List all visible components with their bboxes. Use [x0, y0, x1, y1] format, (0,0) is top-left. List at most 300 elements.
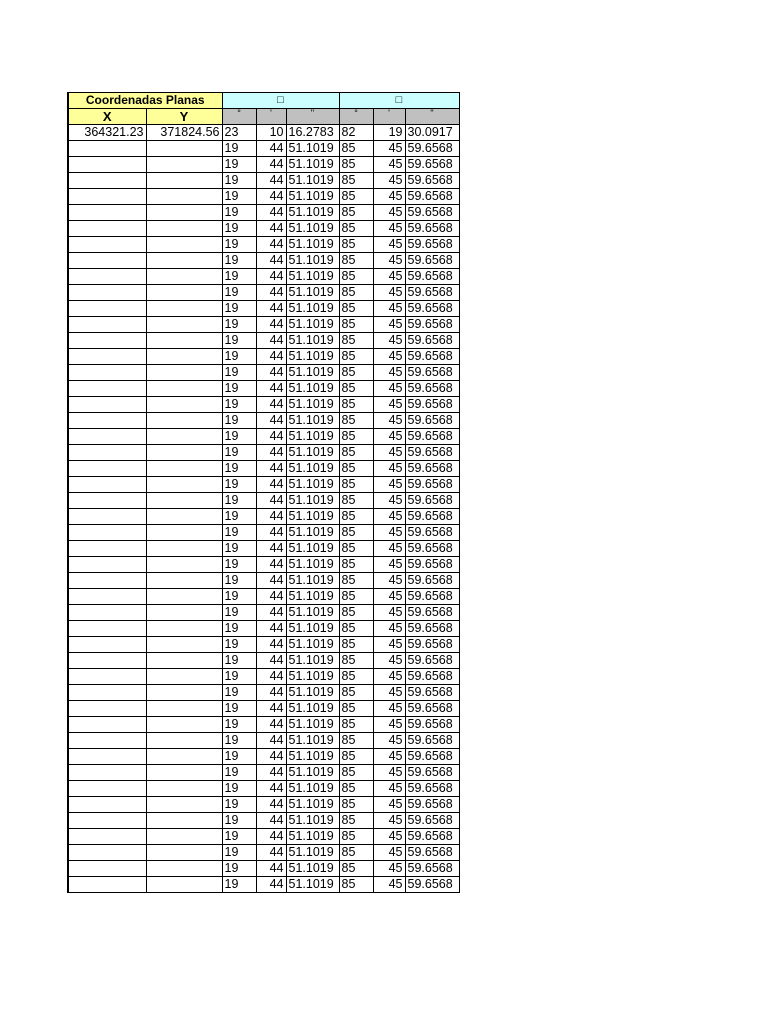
- lon-seconds-cell[interactable]: 59.6568: [405, 509, 459, 525]
- y-cell[interactable]: [146, 189, 222, 205]
- lat-degrees-cell[interactable]: 19: [222, 509, 256, 525]
- lon-seconds-cell[interactable]: 59.6568: [405, 845, 459, 861]
- lat-minutes-cell[interactable]: 44: [256, 493, 286, 509]
- x-cell[interactable]: [68, 637, 146, 653]
- lat-minutes-cell[interactable]: 44: [256, 445, 286, 461]
- x-cell[interactable]: [68, 461, 146, 477]
- lon-minutes-cell[interactable]: 45: [373, 509, 405, 525]
- lon-minutes-cell[interactable]: 45: [373, 781, 405, 797]
- lat-seconds-cell[interactable]: 51.1019: [286, 845, 339, 861]
- y-cell[interactable]: [146, 461, 222, 477]
- lat-seconds-cell[interactable]: 51.1019: [286, 685, 339, 701]
- lat-degrees-cell[interactable]: 19: [222, 269, 256, 285]
- x-cell[interactable]: [68, 269, 146, 285]
- lon-degrees-cell[interactable]: 85: [339, 429, 373, 445]
- lat-minutes-cell[interactable]: 44: [256, 189, 286, 205]
- lat-minutes-cell[interactable]: 44: [256, 701, 286, 717]
- lat-minutes-cell[interactable]: 44: [256, 813, 286, 829]
- lat-minutes-cell[interactable]: 44: [256, 861, 286, 877]
- y-cell[interactable]: [146, 221, 222, 237]
- x-cell[interactable]: [68, 301, 146, 317]
- lon-seconds-cell[interactable]: 59.6568: [405, 733, 459, 749]
- lat-degrees-cell[interactable]: 19: [222, 733, 256, 749]
- lat-degrees-cell[interactable]: 19: [222, 765, 256, 781]
- lon-degrees-cell[interactable]: 85: [339, 333, 373, 349]
- lat-degrees-cell[interactable]: 19: [222, 397, 256, 413]
- lon-seconds-cell[interactable]: 59.6568: [405, 461, 459, 477]
- lat-seconds-cell[interactable]: 51.1019: [286, 877, 339, 893]
- lat-minutes-cell[interactable]: 44: [256, 877, 286, 893]
- lat-degrees-cell[interactable]: 19: [222, 845, 256, 861]
- lon-degrees-cell[interactable]: 85: [339, 797, 373, 813]
- lon-seconds-cell[interactable]: 59.6568: [405, 413, 459, 429]
- x-cell[interactable]: [68, 509, 146, 525]
- x-cell[interactable]: [68, 141, 146, 157]
- lon-seconds-cell[interactable]: 59.6568: [405, 173, 459, 189]
- lat-seconds-cell[interactable]: 51.1019: [286, 269, 339, 285]
- lon-seconds-cell[interactable]: 59.6568: [405, 637, 459, 653]
- y-cell[interactable]: [146, 605, 222, 621]
- lat-seconds-cell[interactable]: 51.1019: [286, 461, 339, 477]
- lon-degrees-cell[interactable]: 85: [339, 237, 373, 253]
- lon-seconds-cell[interactable]: 59.6568: [405, 429, 459, 445]
- lat-seconds-cell[interactable]: 51.1019: [286, 333, 339, 349]
- lat-seconds-cell[interactable]: 51.1019: [286, 605, 339, 621]
- lat-degrees-cell[interactable]: 19: [222, 141, 256, 157]
- y-cell[interactable]: [146, 397, 222, 413]
- y-cell[interactable]: [146, 253, 222, 269]
- x-cell[interactable]: [68, 173, 146, 189]
- y-cell[interactable]: [146, 509, 222, 525]
- lon-degrees-cell[interactable]: 85: [339, 733, 373, 749]
- y-cell[interactable]: [146, 157, 222, 173]
- lon-minutes-cell[interactable]: 45: [373, 461, 405, 477]
- lon-minutes-cell[interactable]: 45: [373, 717, 405, 733]
- lon-minutes-cell[interactable]: 45: [373, 285, 405, 301]
- lat-seconds-cell[interactable]: 51.1019: [286, 317, 339, 333]
- lon-minutes-cell[interactable]: 45: [373, 845, 405, 861]
- lat-degrees-cell[interactable]: 19: [222, 669, 256, 685]
- x-cell[interactable]: [68, 653, 146, 669]
- y-cell[interactable]: [146, 685, 222, 701]
- lat-minutes-cell[interactable]: 44: [256, 141, 286, 157]
- lon-degrees-cell[interactable]: 85: [339, 669, 373, 685]
- lon-degrees-cell[interactable]: 85: [339, 829, 373, 845]
- x-cell[interactable]: [68, 541, 146, 557]
- lat-seconds-cell[interactable]: 51.1019: [286, 573, 339, 589]
- y-cell[interactable]: 371824.56: [146, 125, 222, 141]
- lon-seconds-cell[interactable]: 30.0917: [405, 125, 459, 141]
- y-cell[interactable]: [146, 381, 222, 397]
- lon-degrees-cell[interactable]: 85: [339, 173, 373, 189]
- x-cell[interactable]: [68, 429, 146, 445]
- y-cell[interactable]: [146, 493, 222, 509]
- lon-seconds-cell[interactable]: 59.6568: [405, 669, 459, 685]
- lon-minutes-cell[interactable]: 45: [373, 477, 405, 493]
- lat-seconds-cell[interactable]: 51.1019: [286, 781, 339, 797]
- lon-seconds-cell[interactable]: 59.6568: [405, 301, 459, 317]
- lon-degrees-cell[interactable]: 85: [339, 269, 373, 285]
- lon-minutes-cell[interactable]: 45: [373, 269, 405, 285]
- lon-minutes-cell[interactable]: 45: [373, 701, 405, 717]
- x-cell[interactable]: [68, 445, 146, 461]
- lat-minutes-cell[interactable]: 44: [256, 333, 286, 349]
- lon-minutes-cell[interactable]: 45: [373, 685, 405, 701]
- lat-minutes-cell[interactable]: 44: [256, 237, 286, 253]
- lat-degrees-cell[interactable]: 19: [222, 333, 256, 349]
- x-cell[interactable]: [68, 381, 146, 397]
- lat-degrees-cell[interactable]: 19: [222, 445, 256, 461]
- lat-seconds-cell[interactable]: 51.1019: [286, 797, 339, 813]
- lon-degrees-cell[interactable]: 85: [339, 253, 373, 269]
- lat-degrees-cell[interactable]: 19: [222, 685, 256, 701]
- lon-minutes-cell[interactable]: 45: [373, 813, 405, 829]
- y-cell[interactable]: [146, 717, 222, 733]
- lon-seconds-cell[interactable]: 59.6568: [405, 445, 459, 461]
- lat-seconds-cell[interactable]: 51.1019: [286, 669, 339, 685]
- lat-seconds-cell[interactable]: 51.1019: [286, 557, 339, 573]
- lon-degrees-cell[interactable]: 85: [339, 637, 373, 653]
- lon-minutes-cell[interactable]: 45: [373, 749, 405, 765]
- lat-seconds-cell[interactable]: 51.1019: [286, 701, 339, 717]
- lat-degrees-cell[interactable]: 19: [222, 813, 256, 829]
- lat-degrees-cell[interactable]: 19: [222, 381, 256, 397]
- lon-minutes-cell[interactable]: 45: [373, 317, 405, 333]
- lon-degrees-cell[interactable]: 85: [339, 749, 373, 765]
- y-cell[interactable]: [146, 269, 222, 285]
- y-cell[interactable]: [146, 477, 222, 493]
- lon-degrees-cell[interactable]: 85: [339, 365, 373, 381]
- lat-degrees-cell[interactable]: 19: [222, 205, 256, 221]
- lat-seconds-cell[interactable]: 51.1019: [286, 765, 339, 781]
- lat-minutes-cell[interactable]: 44: [256, 749, 286, 765]
- x-cell[interactable]: [68, 157, 146, 173]
- lon-degrees-cell[interactable]: 85: [339, 301, 373, 317]
- lon-seconds-cell[interactable]: 59.6568: [405, 285, 459, 301]
- lat-minutes-cell[interactable]: 10: [256, 125, 286, 141]
- lon-minutes-cell[interactable]: 45: [373, 669, 405, 685]
- lon-seconds-cell[interactable]: 59.6568: [405, 381, 459, 397]
- x-cell[interactable]: [68, 237, 146, 253]
- y-cell[interactable]: [146, 285, 222, 301]
- y-cell[interactable]: [146, 413, 222, 429]
- lon-minutes-cell[interactable]: 45: [373, 445, 405, 461]
- lat-minutes-cell[interactable]: 44: [256, 797, 286, 813]
- y-cell[interactable]: [146, 765, 222, 781]
- lat-degrees-cell[interactable]: 19: [222, 189, 256, 205]
- lon-degrees-cell[interactable]: 85: [339, 205, 373, 221]
- lon-seconds-cell[interactable]: 59.6568: [405, 333, 459, 349]
- y-cell[interactable]: [146, 701, 222, 717]
- lon-seconds-cell[interactable]: 59.6568: [405, 477, 459, 493]
- y-cell[interactable]: [146, 445, 222, 461]
- lat-minutes-cell[interactable]: 44: [256, 301, 286, 317]
- lon-degrees-cell[interactable]: 85: [339, 845, 373, 861]
- lat-minutes-cell[interactable]: 44: [256, 429, 286, 445]
- lon-seconds-cell[interactable]: 59.6568: [405, 189, 459, 205]
- lat-minutes-cell[interactable]: 44: [256, 781, 286, 797]
- lon-degrees-cell[interactable]: 85: [339, 573, 373, 589]
- lon-minutes-cell[interactable]: 19: [373, 125, 405, 141]
- lat-seconds-cell[interactable]: 51.1019: [286, 477, 339, 493]
- lat-seconds-cell[interactable]: 51.1019: [286, 429, 339, 445]
- x-cell[interactable]: [68, 797, 146, 813]
- lat-minutes-cell[interactable]: 44: [256, 173, 286, 189]
- x-cell[interactable]: [68, 845, 146, 861]
- lon-seconds-cell[interactable]: 59.6568: [405, 269, 459, 285]
- lat-seconds-cell[interactable]: 51.1019: [286, 749, 339, 765]
- lat-degrees-cell[interactable]: 19: [222, 637, 256, 653]
- lon-degrees-cell[interactable]: 85: [339, 157, 373, 173]
- lat-degrees-cell[interactable]: 19: [222, 413, 256, 429]
- lon-degrees-cell[interactable]: 85: [339, 653, 373, 669]
- lon-seconds-cell[interactable]: 59.6568: [405, 141, 459, 157]
- lat-degrees-cell[interactable]: 19: [222, 861, 256, 877]
- lat-minutes-cell[interactable]: 44: [256, 381, 286, 397]
- lon-seconds-cell[interactable]: 59.6568: [405, 541, 459, 557]
- y-cell[interactable]: [146, 317, 222, 333]
- lon-seconds-cell[interactable]: 59.6568: [405, 349, 459, 365]
- lon-minutes-cell[interactable]: 45: [373, 413, 405, 429]
- lat-minutes-cell[interactable]: 44: [256, 845, 286, 861]
- x-cell[interactable]: 364321.23: [68, 125, 146, 141]
- lon-seconds-cell[interactable]: 59.6568: [405, 605, 459, 621]
- lat-degrees-cell[interactable]: 19: [222, 173, 256, 189]
- x-cell[interactable]: [68, 829, 146, 845]
- lon-seconds-cell[interactable]: 59.6568: [405, 493, 459, 509]
- lat-seconds-cell[interactable]: 51.1019: [286, 861, 339, 877]
- lon-seconds-cell[interactable]: 59.6568: [405, 813, 459, 829]
- y-cell[interactable]: [146, 333, 222, 349]
- lat-minutes-cell[interactable]: 44: [256, 573, 286, 589]
- lon-minutes-cell[interactable]: 45: [373, 557, 405, 573]
- x-cell[interactable]: [68, 221, 146, 237]
- lon-degrees-cell[interactable]: 85: [339, 621, 373, 637]
- lon-seconds-cell[interactable]: 59.6568: [405, 653, 459, 669]
- lon-seconds-cell[interactable]: 59.6568: [405, 829, 459, 845]
- lon-degrees-cell[interactable]: 85: [339, 717, 373, 733]
- x-cell[interactable]: [68, 685, 146, 701]
- lat-minutes-cell[interactable]: 44: [256, 557, 286, 573]
- lat-minutes-cell[interactable]: 44: [256, 829, 286, 845]
- lon-degrees-cell[interactable]: 85: [339, 525, 373, 541]
- lon-minutes-cell[interactable]: 45: [373, 173, 405, 189]
- lon-minutes-cell[interactable]: 45: [373, 637, 405, 653]
- x-cell[interactable]: [68, 813, 146, 829]
- lon-minutes-cell[interactable]: 45: [373, 733, 405, 749]
- lat-minutes-cell[interactable]: 44: [256, 685, 286, 701]
- lat-seconds-cell[interactable]: 51.1019: [286, 237, 339, 253]
- lat-degrees-cell[interactable]: 19: [222, 253, 256, 269]
- lat-seconds-cell[interactable]: 51.1019: [286, 717, 339, 733]
- lon-degrees-cell[interactable]: 85: [339, 285, 373, 301]
- lat-seconds-cell[interactable]: 51.1019: [286, 189, 339, 205]
- x-cell[interactable]: [68, 589, 146, 605]
- lat-degrees-cell[interactable]: 19: [222, 429, 256, 445]
- x-cell[interactable]: [68, 477, 146, 493]
- lon-degrees-cell[interactable]: 85: [339, 221, 373, 237]
- lat-seconds-cell[interactable]: 51.1019: [286, 173, 339, 189]
- lon-minutes-cell[interactable]: 45: [373, 365, 405, 381]
- lat-minutes-cell[interactable]: 44: [256, 317, 286, 333]
- lon-degrees-cell[interactable]: 85: [339, 605, 373, 621]
- lat-degrees-cell[interactable]: 19: [222, 829, 256, 845]
- lat-seconds-cell[interactable]: 51.1019: [286, 445, 339, 461]
- lat-minutes-cell[interactable]: 44: [256, 589, 286, 605]
- lon-minutes-cell[interactable]: 45: [373, 653, 405, 669]
- lat-minutes-cell[interactable]: 44: [256, 365, 286, 381]
- lon-minutes-cell[interactable]: 45: [373, 381, 405, 397]
- y-cell[interactable]: [146, 589, 222, 605]
- lon-minutes-cell[interactable]: 45: [373, 157, 405, 173]
- x-cell[interactable]: [68, 605, 146, 621]
- lon-seconds-cell[interactable]: 59.6568: [405, 797, 459, 813]
- lon-degrees-cell[interactable]: 85: [339, 685, 373, 701]
- lat-degrees-cell[interactable]: 19: [222, 461, 256, 477]
- y-cell[interactable]: [146, 301, 222, 317]
- x-cell[interactable]: [68, 205, 146, 221]
- lon-minutes-cell[interactable]: 45: [373, 829, 405, 845]
- y-cell[interactable]: [146, 541, 222, 557]
- x-cell[interactable]: [68, 717, 146, 733]
- lon-degrees-cell[interactable]: 82: [339, 125, 373, 141]
- lon-seconds-cell[interactable]: 59.6568: [405, 237, 459, 253]
- y-cell[interactable]: [146, 669, 222, 685]
- lat-minutes-cell[interactable]: 44: [256, 525, 286, 541]
- lon-degrees-cell[interactable]: 85: [339, 557, 373, 573]
- lat-seconds-cell[interactable]: 51.1019: [286, 221, 339, 237]
- lon-minutes-cell[interactable]: 45: [373, 861, 405, 877]
- lon-degrees-cell[interactable]: 85: [339, 189, 373, 205]
- lon-seconds-cell[interactable]: 59.6568: [405, 525, 459, 541]
- lat-seconds-cell[interactable]: 51.1019: [286, 525, 339, 541]
- lon-degrees-cell[interactable]: 85: [339, 397, 373, 413]
- lat-minutes-cell[interactable]: 44: [256, 509, 286, 525]
- lon-degrees-cell[interactable]: 85: [339, 445, 373, 461]
- x-cell[interactable]: [68, 621, 146, 637]
- y-cell[interactable]: [146, 429, 222, 445]
- lon-minutes-cell[interactable]: 45: [373, 349, 405, 365]
- y-cell[interactable]: [146, 781, 222, 797]
- lat-degrees-cell[interactable]: 19: [222, 301, 256, 317]
- x-cell[interactable]: [68, 285, 146, 301]
- lon-minutes-cell[interactable]: 45: [373, 253, 405, 269]
- lon-minutes-cell[interactable]: 45: [373, 301, 405, 317]
- lat-seconds-cell[interactable]: 51.1019: [286, 813, 339, 829]
- y-cell[interactable]: [146, 637, 222, 653]
- y-cell[interactable]: [146, 845, 222, 861]
- lat-minutes-cell[interactable]: 44: [256, 285, 286, 301]
- y-cell[interactable]: [146, 621, 222, 637]
- lat-minutes-cell[interactable]: 44: [256, 349, 286, 365]
- lat-seconds-cell[interactable]: 51.1019: [286, 205, 339, 221]
- lon-minutes-cell[interactable]: 45: [373, 333, 405, 349]
- y-cell[interactable]: [146, 797, 222, 813]
- y-cell[interactable]: [146, 525, 222, 541]
- x-cell[interactable]: [68, 333, 146, 349]
- lat-seconds-cell[interactable]: 51.1019: [286, 509, 339, 525]
- lat-minutes-cell[interactable]: 44: [256, 717, 286, 733]
- lat-degrees-cell[interactable]: 19: [222, 589, 256, 605]
- lon-minutes-cell[interactable]: 45: [373, 605, 405, 621]
- lat-seconds-cell[interactable]: 16.2783: [286, 125, 339, 141]
- lat-minutes-cell[interactable]: 44: [256, 637, 286, 653]
- x-cell[interactable]: [68, 397, 146, 413]
- x-cell[interactable]: [68, 701, 146, 717]
- lat-seconds-cell[interactable]: 51.1019: [286, 733, 339, 749]
- lat-seconds-cell[interactable]: 51.1019: [286, 253, 339, 269]
- lon-seconds-cell[interactable]: 59.6568: [405, 765, 459, 781]
- x-cell[interactable]: [68, 669, 146, 685]
- lon-seconds-cell[interactable]: 59.6568: [405, 557, 459, 573]
- lon-degrees-cell[interactable]: 85: [339, 781, 373, 797]
- lat-minutes-cell[interactable]: 44: [256, 397, 286, 413]
- y-cell[interactable]: [146, 733, 222, 749]
- lon-seconds-cell[interactable]: 59.6568: [405, 589, 459, 605]
- x-cell[interactable]: [68, 365, 146, 381]
- lat-seconds-cell[interactable]: 51.1019: [286, 157, 339, 173]
- lat-seconds-cell[interactable]: 51.1019: [286, 413, 339, 429]
- lon-degrees-cell[interactable]: 85: [339, 413, 373, 429]
- lon-minutes-cell[interactable]: 45: [373, 237, 405, 253]
- y-cell[interactable]: [146, 829, 222, 845]
- lat-seconds-cell[interactable]: 51.1019: [286, 493, 339, 509]
- lon-degrees-cell[interactable]: 85: [339, 813, 373, 829]
- lon-seconds-cell[interactable]: 59.6568: [405, 157, 459, 173]
- x-cell[interactable]: [68, 733, 146, 749]
- lat-degrees-cell[interactable]: 19: [222, 749, 256, 765]
- lat-minutes-cell[interactable]: 44: [256, 253, 286, 269]
- lat-minutes-cell[interactable]: 44: [256, 621, 286, 637]
- lon-seconds-cell[interactable]: 59.6568: [405, 253, 459, 269]
- y-cell[interactable]: [146, 237, 222, 253]
- lon-seconds-cell[interactable]: 59.6568: [405, 781, 459, 797]
- lat-degrees-cell[interactable]: 19: [222, 237, 256, 253]
- lon-degrees-cell[interactable]: 85: [339, 861, 373, 877]
- lon-degrees-cell[interactable]: 85: [339, 509, 373, 525]
- lon-minutes-cell[interactable]: 45: [373, 525, 405, 541]
- y-cell[interactable]: [146, 653, 222, 669]
- lat-minutes-cell[interactable]: 44: [256, 205, 286, 221]
- lon-minutes-cell[interactable]: 45: [373, 493, 405, 509]
- lon-seconds-cell[interactable]: 59.6568: [405, 861, 459, 877]
- lat-degrees-cell[interactable]: 19: [222, 317, 256, 333]
- lat-seconds-cell[interactable]: 51.1019: [286, 285, 339, 301]
- lat-degrees-cell[interactable]: 19: [222, 605, 256, 621]
- lat-degrees-cell[interactable]: 19: [222, 781, 256, 797]
- lon-seconds-cell[interactable]: 59.6568: [405, 749, 459, 765]
- lat-seconds-cell[interactable]: 51.1019: [286, 141, 339, 157]
- lon-seconds-cell[interactable]: 59.6568: [405, 877, 459, 893]
- lat-minutes-cell[interactable]: 44: [256, 461, 286, 477]
- lat-degrees-cell[interactable]: 19: [222, 349, 256, 365]
- lon-degrees-cell[interactable]: 85: [339, 541, 373, 557]
- lon-degrees-cell[interactable]: 85: [339, 381, 373, 397]
- lon-degrees-cell[interactable]: 85: [339, 349, 373, 365]
- x-cell[interactable]: [68, 781, 146, 797]
- lon-seconds-cell[interactable]: 59.6568: [405, 397, 459, 413]
- lon-seconds-cell[interactable]: 59.6568: [405, 573, 459, 589]
- lat-seconds-cell[interactable]: 51.1019: [286, 397, 339, 413]
- lat-seconds-cell[interactable]: 51.1019: [286, 381, 339, 397]
- lat-seconds-cell[interactable]: 51.1019: [286, 637, 339, 653]
- x-cell[interactable]: [68, 861, 146, 877]
- lat-seconds-cell[interactable]: 51.1019: [286, 349, 339, 365]
- lon-minutes-cell[interactable]: 45: [373, 205, 405, 221]
- lat-minutes-cell[interactable]: 44: [256, 477, 286, 493]
- lat-degrees-cell[interactable]: 19: [222, 541, 256, 557]
- lon-seconds-cell[interactable]: 59.6568: [405, 317, 459, 333]
